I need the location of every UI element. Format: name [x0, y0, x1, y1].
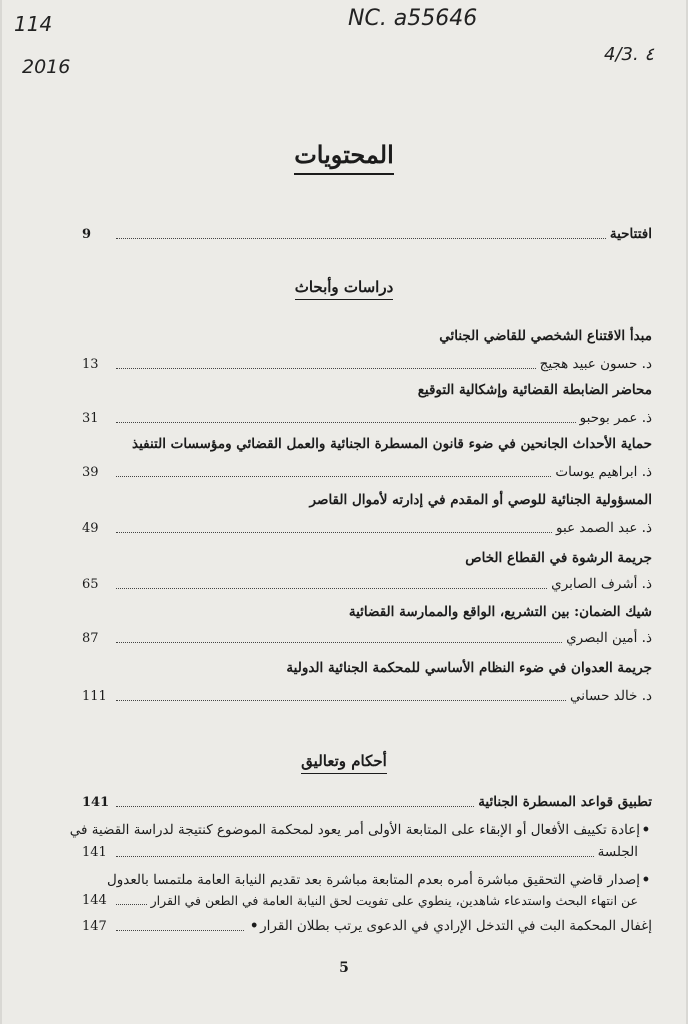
- article-title: المسؤولية الجنائية للوصي أو المقدم في إدارته لأموال القاصر: [309, 492, 652, 508]
- ruling-item-line: •إعادة تكييف الأفعال أو الإبقاء على المتابعة الأولى أمر يعود لمحكمة الموضوع كنتيجة لدراسة القضية في: [69, 822, 651, 838]
- article-author-row: [82, 354, 652, 374]
- article-author-row: [82, 408, 652, 428]
- article-author: ذ. أمين البصري: [566, 630, 652, 646]
- dot-leader: [116, 929, 244, 931]
- handwritten-year: 2016: [22, 56, 71, 78]
- dot-leader: [116, 805, 474, 807]
- article-page: 87: [82, 630, 99, 646]
- article-author: د. خالد حساني: [569, 688, 652, 704]
- article-author-row: [82, 574, 652, 594]
- bullet-icon: •: [641, 822, 651, 838]
- article-page: 31: [82, 410, 99, 426]
- article-page: 65: [82, 576, 99, 592]
- dot-leader: [116, 855, 594, 857]
- article-author: ذ. ابراهيم يوسات: [555, 464, 652, 480]
- handwritten-ref-code: NC. a55646: [348, 6, 478, 31]
- dot-leader: [116, 475, 551, 477]
- ruling-item-line: •إصدار قاضي التحقيق مباشرة أمره بعدم المتابعة مباشرة بعد تقديم النيابة العامة ملتمسا بالعدول: [106, 872, 651, 888]
- section-studies: دراسات وأبحاث: [0, 278, 688, 296]
- ruling-item-row: [82, 916, 652, 936]
- dot-leader: [116, 641, 562, 643]
- dot-leader: [116, 367, 536, 369]
- rulings-heading-row: [82, 792, 652, 812]
- dot-leader: [116, 237, 606, 239]
- ruling-page: 147: [82, 918, 107, 934]
- page-title: المحتويات: [0, 140, 688, 169]
- article-author: د. حسون عبيد هجيج: [539, 356, 652, 372]
- dot-leader: [116, 531, 552, 533]
- article-author: ذ. أشرف الصابري: [551, 576, 652, 592]
- article-title: محاضر الضابطة القضائية وإشكالية التوقيع: [417, 382, 652, 398]
- toc-intro-row: [82, 224, 652, 244]
- ruling-page: 144: [82, 892, 107, 908]
- article-title: جريمة الرشوة في القطاع الخاص: [465, 550, 652, 566]
- ruling-item-line: • إغفال المحكمة البت في التدخل الإرادي في الدعوى يرتب بطلان القرار: [249, 918, 652, 934]
- bullet-icon: •: [249, 918, 259, 934]
- article-title: جريمة العدوان في ضوء النظام الأساسي للمحكمة الجنائية الدولية: [286, 660, 652, 676]
- ruling-item-row: [82, 890, 638, 910]
- dot-leader: [116, 421, 576, 423]
- article-author: ذ. عمر بوحبو: [579, 410, 652, 426]
- section-rulings: أحكام وتعاليق: [0, 752, 688, 770]
- ruling-page: 141: [82, 844, 107, 860]
- rulings-heading-page: 141: [82, 794, 110, 810]
- page-number: 5: [339, 960, 349, 976]
- article-page: 39: [82, 464, 99, 480]
- ruling-item-line2: الجلسة: [597, 844, 638, 860]
- handwritten-top-right: 4/3. ٤: [604, 44, 655, 65]
- bullet-icon: •: [641, 872, 651, 888]
- article-page: 111: [82, 688, 107, 704]
- dot-leader: [116, 587, 547, 589]
- article-author-row: [82, 462, 652, 482]
- ruling-item-row: [82, 842, 638, 862]
- article-author-row: [82, 518, 652, 538]
- intro-label: افتتاحية: [609, 226, 652, 242]
- rulings-heading: تطبيق قواعد المسطرة الجنائية: [478, 794, 652, 810]
- intro-page: 9: [82, 226, 92, 242]
- article-page: 13: [82, 356, 99, 372]
- article-page: 49: [82, 520, 99, 536]
- article-author-row: [82, 628, 652, 648]
- article-title: شيك الضمان: بين التشريع، الواقع والممارسة القضائية: [348, 604, 652, 620]
- handwritten-number: 114: [14, 12, 53, 36]
- ruling-item-line2: عن انتهاء البحث واستدعاء شاهدين، ينطوي على تفويت لحق النيابة العامة في الطعن في القرار: [150, 892, 638, 908]
- article-title: حماية الأحداث الجانحين في ضوء قانون المسطرة الجنائية والعمل القضائي ومؤسسات التنفيذ: [131, 436, 652, 452]
- dot-leader: [116, 903, 147, 905]
- dot-leader: [116, 699, 566, 701]
- article-title: مبدأ الاقتناع الشخصي للقاضي الجنائي: [439, 328, 652, 344]
- article-author: ذ. عبد الصمد عبو: [556, 520, 652, 536]
- article-author-row: [82, 686, 652, 706]
